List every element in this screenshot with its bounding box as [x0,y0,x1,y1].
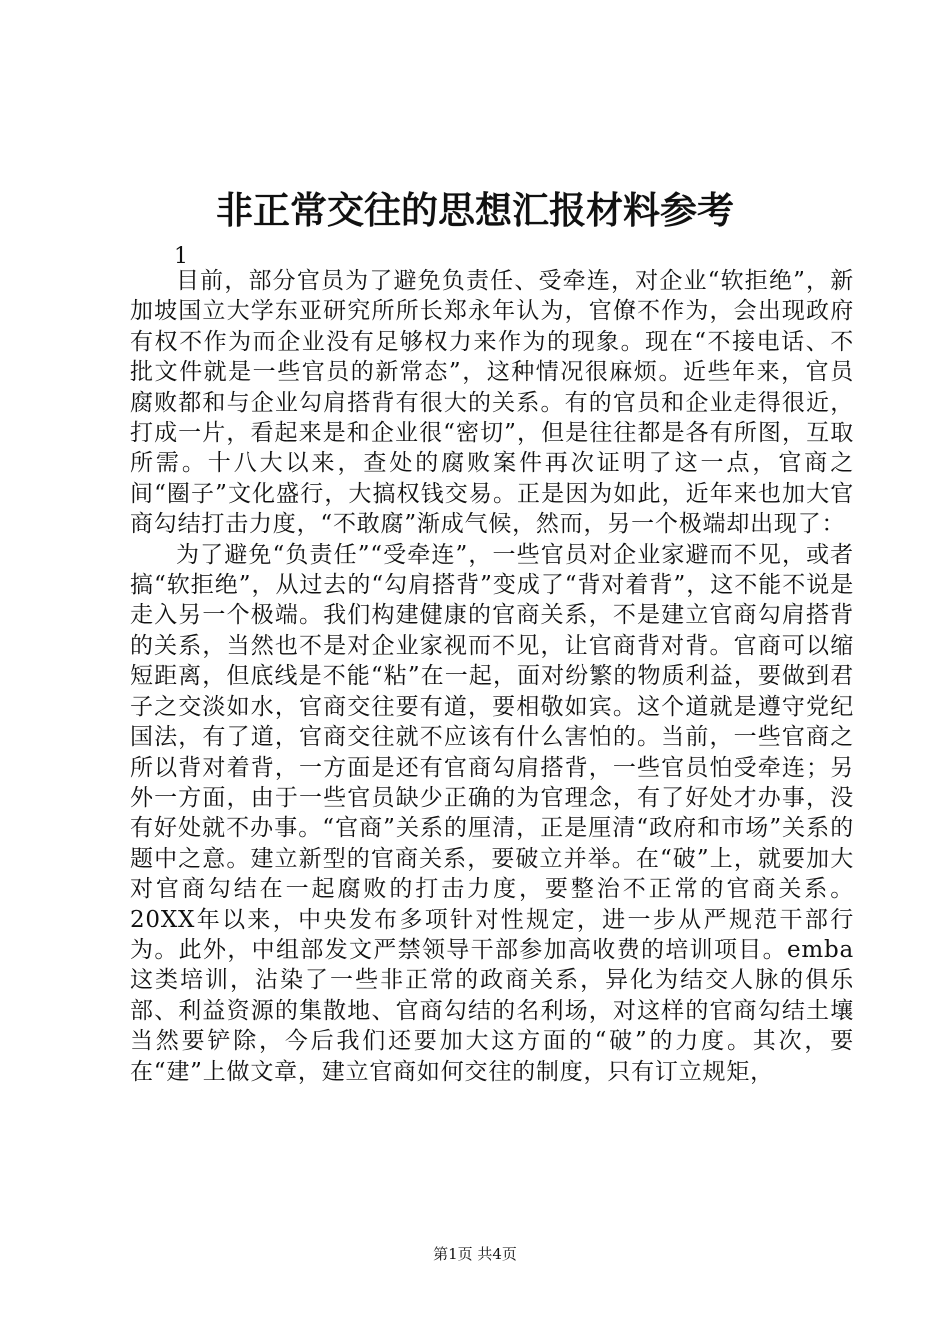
body-paragraph: 为了避免“负责任”“受牵连”，一些官员对企业家避而不见，或者搞“软拒绝”，从过去的“勾肩搭背”变成了“背对着背”，这不能不说是走入另一个极端。我们构建健康的官商关系，不是建立官商勾肩搭背的关系，当然也不是对企业家视而不见，让官商背对背。官商可以缩短距离，但底线是不能“粘”在一起，面对纷繁的物质利益，要做到君子之交淡如水，官商交往要有道，要相敬如宾。这个道就是遵守党纪国法，有了道，官商交往就不应该有什么害怕的。当前，一些官商之所以背对着背，一方面是还有官商勾肩搭背，一些官员怕受牵连；另外一方面，由于一些官员缺少正确的为官理念，有了好处才办事，没有好处就不办事。“官商”关系的厘清，正是厘清“政府和市场”关系的题中之意。建立新型的官商关系，要破立并举。在“破”上，就要加大对官商勾结在一起腐败的打击力度，要整治不正常的官商关系。20XX年以来，中央发布多项针对性规定，进一步从严规范干部行为。此外，中组部发文严禁领导干部参加高收费的培训项目。emba这类培训，沾染了一些非正常的政商关系，异化为结交人脉的俱乐部、利益资源的集散地、官商勾结的名利场，对这样的官商勾结土壤当然要铲除，今后我们还要加大这方面的“破”的力度。其次，要在“建”上做文章，建立官商如何交往的制度，只有订立规矩， [130,541,854,1085]
document-title: 非正常交往的思想汇报材料参考 [216,188,734,232]
page-footer: 第1页 共4页 [433,1245,517,1263]
document-body [130,266,854,1087]
section-number: 1 [174,244,188,269]
body-paragraph: 目前，部分官员为了避免负责任、受牵连，对企业“软拒绝”，新加坡国立大学东亚研究所所长郑永年认为，官僚不作为，会出现政府有权不作为而企业没有足够权力来作为的现象。现在“不接电话、不批文件就是一些官员的新常态”，这种情况很麻烦。近些年来，官员腐败都和与企业勾肩搭背有很大的关系。有的官员和企业走得很近，打成一片，看起来是和企业很“密切”，但是往往都是各有所图，互取所需。十八大以来，查处的腐败案件再次证明了这一点，官商之间“圈子”文化盛行，大搞权钱交易。正是因为如此，近年来也加大官商勾结打击力度，“不敢腐”渐成气候，然而，另一个极端却出现了： [130,268,854,538]
